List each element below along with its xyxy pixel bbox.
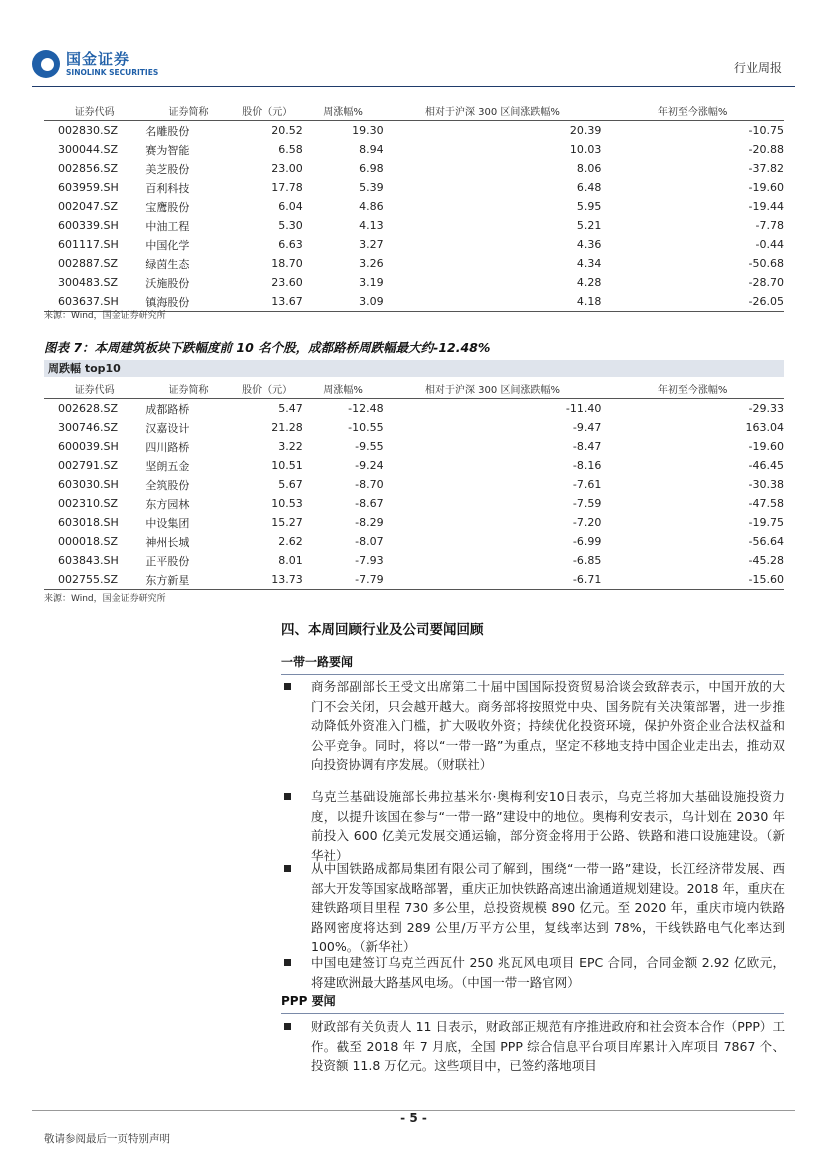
cell-name: 正平股份 xyxy=(145,554,190,568)
cell-name: 沃施股份 xyxy=(145,276,190,290)
col-header-weekly: 周涨幅% xyxy=(303,100,384,121)
cell-name: 宝鹰股份 xyxy=(145,200,190,214)
col-header-ytd: 年初至今涨幅% xyxy=(601,100,784,121)
cell-code: 300483.SZ xyxy=(58,276,119,289)
cell-weekly: 3.27 xyxy=(359,238,384,251)
cell-code: 002791.SZ xyxy=(58,459,119,472)
table-row xyxy=(44,399,784,419)
cell-relative: -6.85 xyxy=(572,554,602,567)
cell-code: 002755.SZ xyxy=(44,570,145,590)
col-header-relative: 相对于沪深 300 区间涨跌幅% xyxy=(384,378,602,399)
cell-weekly: -8.29 xyxy=(355,516,384,529)
news-item xyxy=(281,953,785,992)
page-header xyxy=(0,0,827,90)
cell-weekly: -7.93 xyxy=(355,554,384,567)
news-item xyxy=(281,787,785,865)
cell-ytd: -30.38 xyxy=(748,478,784,491)
cell-price: 23.00 xyxy=(271,162,303,175)
cell-relative: -7.61 xyxy=(572,478,602,491)
cell-relative: 8.06 xyxy=(576,162,602,175)
cell-weekly: -9.24 xyxy=(355,459,384,472)
cell-name: 中油工程 xyxy=(145,219,190,233)
table-row xyxy=(44,570,784,590)
cell-name: 汉嘉设计 xyxy=(145,421,190,435)
header-divider xyxy=(32,86,795,87)
cell-weekly: 3.26 xyxy=(359,257,384,270)
table-row xyxy=(44,418,784,437)
cell-weekly: 19.30 xyxy=(352,124,384,137)
cell-weekly: 3.09 xyxy=(303,292,384,312)
cell-code: 603030.SH xyxy=(58,478,119,491)
cell-weekly: 3.19 xyxy=(359,276,384,289)
news-item xyxy=(281,677,785,775)
cell-relative: -6.71 xyxy=(384,570,602,590)
col-header-weekly: 周涨幅% xyxy=(303,378,384,399)
cell-relative: 5.95 xyxy=(576,200,602,213)
col-header-code: 证券代码 xyxy=(44,100,145,121)
cell-code: 002628.SZ xyxy=(58,402,119,415)
top-decliners-table xyxy=(44,378,784,590)
cell-relative: 5.21 xyxy=(576,219,602,232)
cell-relative: -9.47 xyxy=(572,421,602,434)
cell-price: 8.01 xyxy=(278,554,303,567)
table-row xyxy=(44,235,784,254)
table-row xyxy=(44,273,784,292)
cell-name: 镇海股份 xyxy=(145,292,231,312)
cell-relative: 4.34 xyxy=(576,257,602,270)
cell-code: 603637.SH xyxy=(44,292,145,312)
subsection-ppp: PPP 要闻 xyxy=(281,992,784,1014)
cell-relative: -8.16 xyxy=(572,459,602,472)
brand-name-cn: 国金证券 xyxy=(66,50,131,68)
bullet-square-icon xyxy=(284,793,291,800)
cell-weekly: 8.94 xyxy=(359,143,384,156)
table-row xyxy=(44,513,784,532)
cell-weekly: -8.07 xyxy=(355,535,384,548)
cell-code: 002856.SZ xyxy=(58,162,119,175)
cell-weekly: -9.55 xyxy=(355,440,384,453)
cell-relative: 4.18 xyxy=(384,292,602,312)
table-row xyxy=(44,178,784,197)
cell-name: 坚朗五金 xyxy=(145,459,190,473)
cell-ytd: -19.60 xyxy=(748,181,784,194)
table-row xyxy=(44,456,784,475)
cell-relative: 4.28 xyxy=(576,276,602,289)
cell-relative: 4.36 xyxy=(576,238,602,251)
cell-price: 10.53 xyxy=(271,497,303,510)
cell-ytd: -56.64 xyxy=(748,535,784,548)
cell-price: 6.63 xyxy=(278,238,303,251)
cell-name: 美芝股份 xyxy=(145,162,190,176)
footer-disclaimer: 敬请参阅最后一页特别声明 xyxy=(44,1133,170,1145)
cell-code: 002310.SZ xyxy=(58,497,119,510)
cell-name: 东方园林 xyxy=(145,497,190,511)
col-header-name: 证券简称 xyxy=(145,100,231,121)
cell-ytd: -20.88 xyxy=(748,143,784,156)
cell-name: 东方新星 xyxy=(145,570,231,590)
col-header-price: 股价（元） xyxy=(232,378,303,399)
cell-price: 5.67 xyxy=(278,478,303,491)
cell-weekly: -10.55 xyxy=(348,421,384,434)
logo-mark-icon xyxy=(32,50,60,78)
cell-code: 603018.SH xyxy=(58,516,119,529)
news-text: 从中国铁路成都局集团有限公司了解到，围绕“一带一路”建设，长江经济带发展、西部大开发等国家战略部署，重庆正加快铁路高速出渝通道规划建设。2018 年，重庆在建铁路项目里程 730 多公里，总投资规模 890 亿元。至 2020 年，重庆市境内铁路路网密度将达到 289 公里/万平方公里，复线率达到 78%，干线铁路电气化率达到 100%。（新华社） xyxy=(311,861,785,954)
bullet-square-icon xyxy=(284,1023,291,1030)
cell-ytd: -47.58 xyxy=(748,497,784,510)
cell-relative: 6.48 xyxy=(576,181,602,194)
cell-name: 全筑股份 xyxy=(145,478,190,492)
cell-code: 603843.SH xyxy=(58,554,119,567)
subsection-belt-road: 一带一路要闻 xyxy=(281,653,784,675)
cell-ytd: -0.44 xyxy=(755,238,784,251)
report-type: 行业周报 xyxy=(733,61,782,75)
brand-logo xyxy=(32,47,162,83)
cell-price: 15.27 xyxy=(271,516,303,529)
cell-name: 成都路桥 xyxy=(145,402,190,416)
cell-code: 002887.SZ xyxy=(58,257,119,270)
cell-weekly: 4.86 xyxy=(359,200,384,213)
table-source-note: 来源：Wind，国金证券研究所 xyxy=(44,311,166,321)
cell-relative: -7.59 xyxy=(572,497,602,510)
cell-ytd: -7.78 xyxy=(755,219,784,232)
table-row xyxy=(44,140,784,159)
brand-name-en: SINOLINK SECURITIES xyxy=(66,68,159,77)
col-header-price: 股价（元） xyxy=(232,100,303,121)
cell-ytd: -50.68 xyxy=(748,257,784,270)
table-row xyxy=(44,494,784,513)
news-item xyxy=(281,1017,785,1076)
cell-relative: -7.20 xyxy=(572,516,602,529)
table-label: 周跌幅 top10 xyxy=(48,362,121,375)
cell-price: 17.78 xyxy=(271,181,303,194)
table-row xyxy=(44,437,784,456)
cell-name: 中国化学 xyxy=(145,238,190,252)
news-item xyxy=(281,859,785,957)
col-header-code: 证券代码 xyxy=(44,378,145,399)
cell-code: 603959.SH xyxy=(58,181,119,194)
section-title: 四、本周回顾行业及公司要闻回顾 xyxy=(281,622,484,638)
cell-price: 6.04 xyxy=(278,200,303,213)
cell-code: 000018.SZ xyxy=(58,535,119,548)
cell-ytd: -28.70 xyxy=(748,276,784,289)
table-row xyxy=(44,121,784,141)
cell-weekly: 4.13 xyxy=(359,219,384,232)
bullet-square-icon xyxy=(284,959,291,966)
cell-weekly: 5.39 xyxy=(359,181,384,194)
cell-ytd: -46.45 xyxy=(748,459,784,472)
cell-name: 绿茵生态 xyxy=(145,257,190,271)
cell-name: 中设集团 xyxy=(145,516,190,530)
table-label-bar xyxy=(44,360,784,377)
table-row xyxy=(44,532,784,551)
page-number: - 5 - xyxy=(400,1111,427,1125)
cell-code: 002047.SZ xyxy=(58,200,119,213)
cell-ytd: -45.28 xyxy=(748,554,784,567)
cell-price: 21.28 xyxy=(271,421,303,434)
cell-relative: -11.40 xyxy=(565,402,602,415)
cell-price: 10.51 xyxy=(271,459,303,472)
col-header-relative: 相对于沪深 300 区间涨跌幅% xyxy=(384,100,602,121)
cell-ytd: 163.04 xyxy=(745,421,784,434)
cell-price: 23.60 xyxy=(271,276,303,289)
figure-source-note: 来源：Wind，国金证券研究所 xyxy=(44,594,166,604)
cell-name: 四川路桥 xyxy=(145,440,190,454)
cell-weekly: -8.67 xyxy=(355,497,384,510)
cell-weekly: -12.48 xyxy=(348,402,384,415)
cell-relative: -8.47 xyxy=(572,440,602,453)
cell-price: 3.22 xyxy=(278,440,303,453)
cell-name: 名雕股份 xyxy=(145,124,190,138)
cell-code: 601117.SH xyxy=(58,238,119,251)
cell-relative: 10.03 xyxy=(569,143,602,156)
cell-ytd: -19.75 xyxy=(748,516,784,529)
cell-weekly: -7.79 xyxy=(303,570,384,590)
cell-ytd: -15.60 xyxy=(601,570,784,590)
table-header-row xyxy=(44,378,784,399)
cell-weekly: -8.70 xyxy=(355,478,384,491)
table-row xyxy=(44,475,784,494)
cell-name: 赛为智能 xyxy=(145,143,190,157)
cell-code: 600039.SH xyxy=(58,440,119,453)
cell-ytd: -19.60 xyxy=(748,440,784,453)
news-text: 财政部有关负责人 11 日表示，财政部正规范有序推进政府和社会资本合作（PPP）工作。截至 2018 年 7 月底，全国 PPP 综合信息平台项目库累计入库项目 7867 个、投资额 11.8 万亿元。这些项目中，已签约落地项目 xyxy=(311,1019,785,1073)
bullet-square-icon xyxy=(284,683,291,690)
figure-title: 图表 7：本周建筑板块下跌幅度前 10 名个股，成都路桥周跌幅最大约-12.48% xyxy=(44,340,491,355)
col-header-ytd: 年初至今涨幅% xyxy=(601,378,784,399)
cell-name: 百利科技 xyxy=(145,181,190,195)
cell-ytd: -37.82 xyxy=(748,162,784,175)
cell-weekly: 6.98 xyxy=(359,162,384,175)
news-text: 商务部副部长王受文出席第二十届中国国际投资贸易洽谈会致辞表示，中国开放的大门不会关闭，只会越开越大。商务部将按照党中央、国务院有关决策部署，进一步推动降低外资准入门槛，扩大吸收外资；持续优化投资环境，保护外资企业合法权益和公平竞争。同时，将以“一带一路”为重点，坚定不移地支持中国企业走出去，推动双向投资协调有序发展。（财联社） xyxy=(311,679,785,772)
table-row xyxy=(44,197,784,216)
table-row xyxy=(44,551,784,570)
cell-price: 18.70 xyxy=(271,257,303,270)
cell-code: 300746.SZ xyxy=(58,421,119,434)
cell-price: 6.58 xyxy=(278,143,303,156)
cell-price: 20.52 xyxy=(271,124,303,137)
news-text: 乌克兰基础设施部长弗拉基米尔·奥梅利安10日表示，乌克兰将加大基础设施投资力度，以提升该国在参与“一带一路”建设中的地位。奥梅利安表示，乌计划在 2030 年前投入 600 亿美元发展交通运输，部分资金将用于公路、铁路和港口设施建设。（新华社） xyxy=(311,789,785,863)
table-header-row xyxy=(44,100,784,121)
cell-name: 神州长城 xyxy=(145,535,190,549)
cell-code: 300044.SZ xyxy=(58,143,119,156)
table-row xyxy=(44,159,784,178)
cell-code: 600339.SH xyxy=(58,219,119,232)
cell-ytd: -10.75 xyxy=(748,124,784,137)
cell-ytd: -26.05 xyxy=(601,292,784,312)
cell-price: 5.30 xyxy=(278,219,303,232)
cell-relative: 20.39 xyxy=(569,124,602,137)
top-gainers-table xyxy=(44,100,784,312)
col-header-name: 证券简称 xyxy=(145,378,231,399)
news-text: 中国电建签订乌克兰西瓦什 250 兆瓦风电项目 EPC 合同，合同金额 2.92 亿欧元，将建欧洲最大路基风电场。（中国一带一路官网） xyxy=(311,955,785,990)
cell-price: 5.47 xyxy=(278,402,303,415)
cell-price: 13.73 xyxy=(232,570,303,590)
cell-price: 2.62 xyxy=(278,535,303,548)
cell-relative: -6.99 xyxy=(572,535,602,548)
table-row xyxy=(44,216,784,235)
cell-ytd: -29.33 xyxy=(748,402,784,415)
bullet-square-icon xyxy=(284,865,291,872)
cell-code: 002830.SZ xyxy=(58,124,119,137)
cell-ytd: -19.44 xyxy=(748,200,784,213)
table-row xyxy=(44,254,784,273)
cell-price: 13.67 xyxy=(232,292,303,312)
